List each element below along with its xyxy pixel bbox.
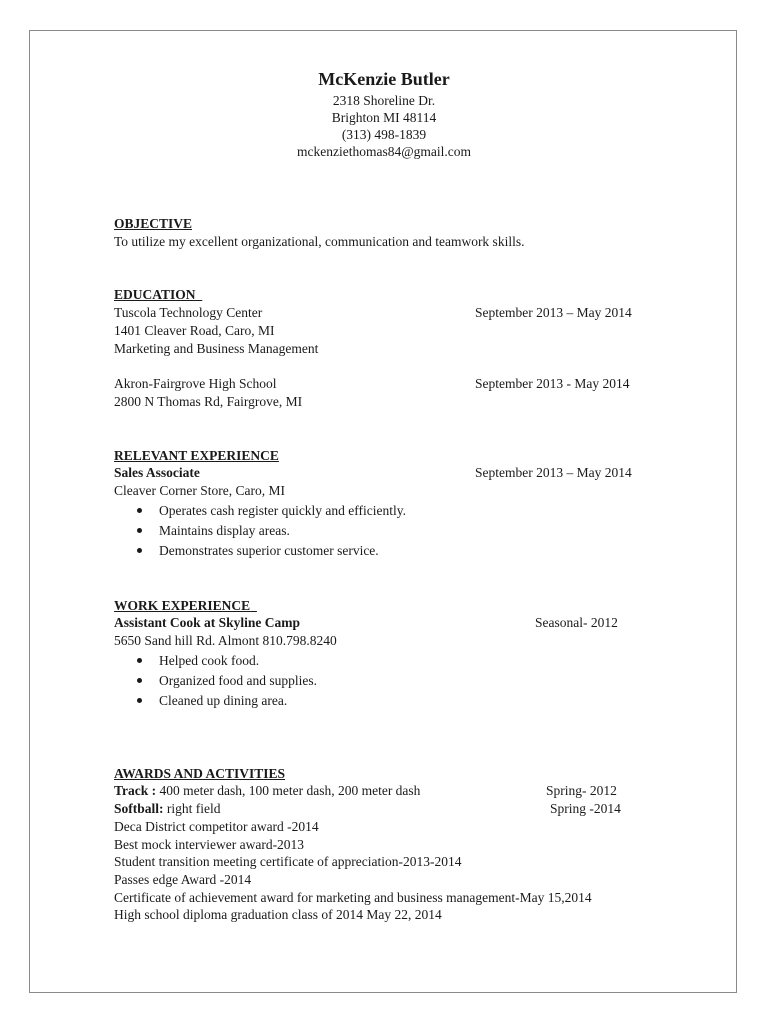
education-address-1: 1401 Cleaver Road, Caro, MI bbox=[114, 323, 275, 338]
work-experience-heading: WORK EXPERIENCE bbox=[114, 598, 251, 613]
education-school-2: Akron-Fairgrove High School bbox=[114, 376, 277, 391]
work-bullet-3: Cleaned up dining area. bbox=[159, 693, 288, 708]
education-dates-2: September 2013 - May 2014 bbox=[475, 376, 630, 391]
award-item-1: Deca District competitor award -2014 bbox=[114, 819, 319, 834]
resume-page bbox=[29, 30, 737, 993]
award-item-5: Certificate of achievement award for marketing and business management-May 15,2014 bbox=[114, 890, 592, 905]
award-item-3: Student transition meeting certificate of appreciation-2013-2014 bbox=[114, 854, 462, 869]
education-program-1: Marketing and Business Management bbox=[114, 341, 319, 356]
relevant-job-title: Sales Associate bbox=[114, 465, 200, 480]
relevant-bullet-1: Operates cash register quickly and efficiently. bbox=[159, 503, 407, 518]
email-address: mckenziethomas84@gmail.com bbox=[296, 144, 471, 159]
awards-heading: AWARDS AND ACTIVITIES bbox=[114, 766, 286, 781]
work-job-dates: Seasonal- 2012 bbox=[535, 615, 618, 630]
work-bullet-2: Organized food and supplies. bbox=[159, 673, 317, 688]
relevant-employer: Cleaver Corner Store, Caro, MI bbox=[114, 483, 285, 498]
awards-softball-line bbox=[114, 800, 221, 818]
award-item-2: Best mock interviewer award-2013 bbox=[114, 837, 305, 852]
education-heading: EDUCATION bbox=[114, 287, 196, 302]
award-item-6: High school diploma graduation class of 2014 May 22, 2014 bbox=[114, 907, 442, 922]
objective-text: To utilize my excellent organizational, communication and teamwork skills. bbox=[114, 234, 525, 249]
address-line-2: Brighton MI 48114 bbox=[331, 110, 437, 125]
relevant-bullet-3: Demonstrates superior customer service. bbox=[159, 543, 379, 558]
track-events: 400 meter dash, 100 meter dash, 200 meter dash bbox=[156, 783, 421, 798]
track-label: Track : bbox=[114, 783, 157, 798]
relevant-job-dates: September 2013 – May 2014 bbox=[475, 465, 632, 480]
resume-name: McKenzie Butler bbox=[318, 69, 450, 89]
education-address-2: 2800 N Thomas Rd, Fairgrove, MI bbox=[114, 394, 303, 409]
objective-heading: OBJECTIVE bbox=[114, 216, 193, 231]
relevant-bullet-2: Maintains display areas. bbox=[159, 523, 290, 538]
work-bullet-1: Helped cook food. bbox=[159, 653, 260, 668]
softball-position: right field bbox=[163, 801, 221, 816]
softball-label: Softball: bbox=[114, 801, 164, 816]
awards-track-line bbox=[114, 782, 420, 800]
education-school-1: Tuscola Technology Center bbox=[114, 305, 263, 320]
track-date: Spring- 2012 bbox=[546, 783, 617, 798]
award-item-4: Passes edge Award -2014 bbox=[114, 872, 252, 887]
work-address: 5650 Sand hill Rd. Almont 810.798.8240 bbox=[114, 633, 337, 648]
relevant-experience-heading: RELEVANT EXPERIENCE bbox=[114, 448, 279, 463]
address-line-1: 2318 Shoreline Dr. bbox=[332, 93, 436, 108]
education-dates-1: September 2013 – May 2014 bbox=[475, 305, 632, 320]
softball-date: Spring -2014 bbox=[550, 801, 621, 816]
phone-number: (313) 498-1839 bbox=[341, 127, 427, 142]
work-job-title: Assistant Cook at Skyline Camp bbox=[114, 615, 301, 630]
